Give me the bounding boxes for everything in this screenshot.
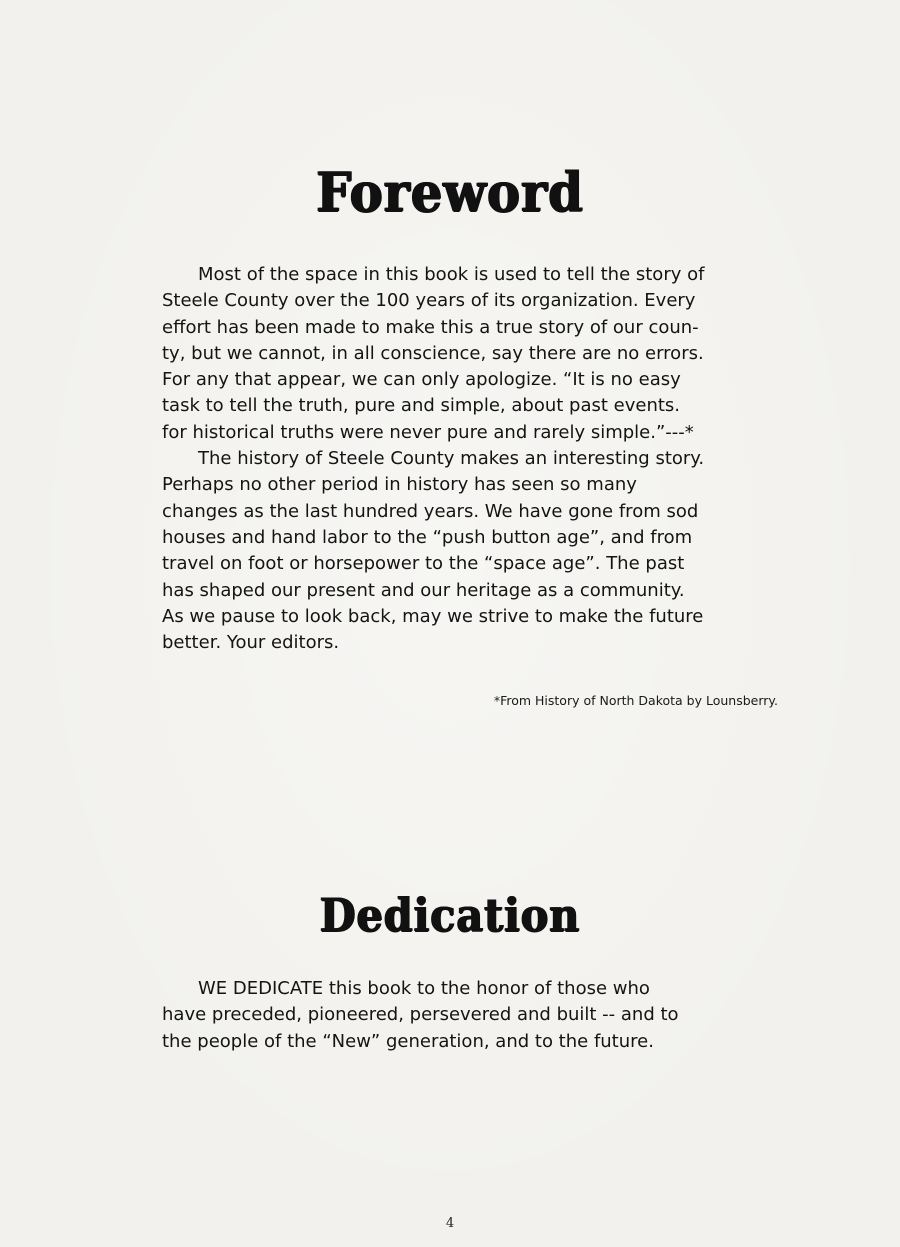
foreword-line: houses and hand labor to the “push button age”, and from (162, 526, 693, 548)
foreword-line: For any that appear, we can only apologize. “It is no easy (162, 369, 681, 391)
dedication-line: the people of the “New” generation, and to the future. (162, 1030, 654, 1052)
foreword-line: Most of the space in this book is used to tell the story of (198, 264, 705, 285)
footnote: *From History of North Dakota by Lounsberry. (493, 693, 778, 708)
page-number: 4 (445, 1216, 455, 1231)
dedication-line: have preceded, pioneered, persevered and built -- and to (162, 1004, 679, 1026)
dedication-line: WE DEDICATE this book to the honor of those who (198, 978, 650, 999)
dedication-heading: Dedication (319, 888, 581, 942)
dedication-text (162, 976, 770, 1055)
foreword-line: for historical truths were never pure and rarely simple.”---* (162, 421, 694, 443)
foreword-heading: Foreword (316, 160, 584, 224)
foreword-line: has shaped our present and our heritage as a community. (162, 579, 685, 601)
foreword-line: Perhaps no other period in history has seen so many (162, 474, 637, 496)
foreword-line: Steele County over the 100 years of its organization. Every (162, 290, 696, 312)
foreword-text (162, 262, 770, 656)
foreword-line: task to tell the truth, pure and simple, about past events. (162, 395, 681, 417)
foreword-line: As we pause to look back, may we strive to make the future (162, 605, 704, 627)
foreword-line: ty, but we cannot, in all conscience, say there are no errors. (162, 342, 704, 364)
foreword-line: travel on foot or horsepower to the “space age”. The past (162, 553, 685, 575)
foreword-line: The history of Steele County makes an interesting story. (198, 448, 705, 470)
foreword-line: changes as the last hundred years. We have gone from sod (162, 500, 699, 522)
foreword-line: better. Your editors. (162, 632, 340, 654)
foreword-line: effort has been made to make this a true story of our coun- (162, 316, 699, 338)
